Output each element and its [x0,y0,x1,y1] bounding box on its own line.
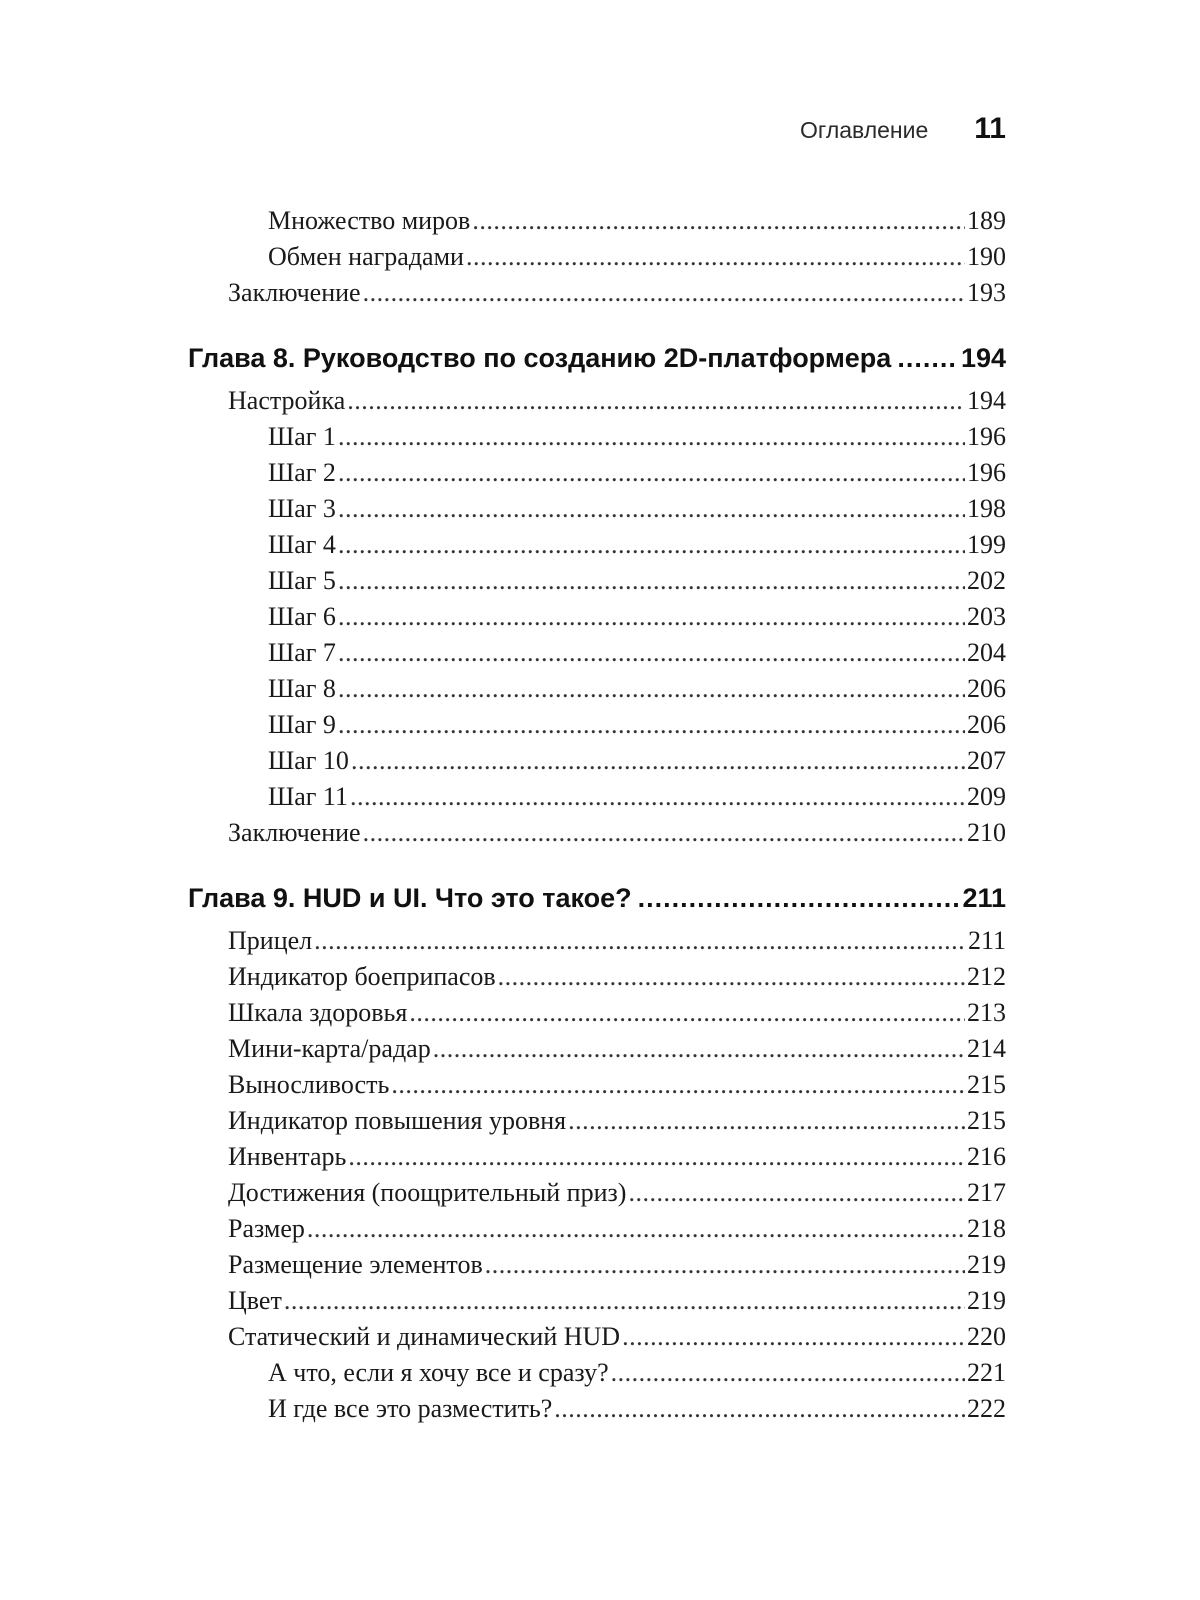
toc-entry[interactable] [188,815,1006,851]
dot-leader [485,1247,965,1283]
toc-entry-title: Шаг 7 [268,638,336,667]
toc-entry-page: 207 [967,746,1006,775]
toc-entry-page: 189 [967,206,1006,235]
dot-leader [338,599,965,635]
dot-leader [338,455,965,491]
dot-leader [433,1031,965,1067]
toc-entry-page: 196 [967,422,1006,451]
toc-entry-title: Индикатор боеприпасов [228,962,496,991]
toc-entry[interactable] [188,383,1006,419]
dot-leader [338,671,965,707]
toc-entry-title: Индикатор повышения уровня [228,1106,567,1135]
dot-leader [409,995,965,1031]
toc-entry[interactable] [188,1031,1006,1067]
toc-entry-page: 219 [967,1286,1006,1315]
toc-entry-page: 206 [967,710,1006,739]
toc-entry-page: 221 [967,1358,1006,1387]
toc-entry-title: Обмен наградами [268,242,464,271]
toc-entry-title: Шаг 5 [268,566,336,595]
toc-entry[interactable] [188,527,1006,563]
toc-entry-title: Статический и динамический HUD [228,1322,621,1351]
toc-entry-page: 190 [967,242,1006,271]
toc-entry[interactable] [188,275,1006,311]
dot-leader [338,707,965,743]
toc-entry[interactable] [188,1139,1006,1175]
toc-entry-title: Шаг 1 [268,422,336,451]
toc-entry[interactable] [188,563,1006,599]
toc-entry-page: 219 [967,1250,1006,1279]
toc-entry-page: 198 [967,494,1006,523]
dot-leader [284,1283,965,1319]
toc-entry-title: Шаг 2 [268,458,336,487]
toc-entry-title: Настройка [228,386,346,415]
toc-entry[interactable] [188,707,1006,743]
dot-leader [622,1319,965,1355]
toc-entry-page: 202 [967,566,1006,595]
toc-entry-title: Шкала здоровья [228,998,408,1027]
dot-leader [628,1175,965,1211]
dot-leader [363,815,965,851]
toc-entry-title: А что, если я хочу все и сразу? [268,1358,609,1387]
toc-entry[interactable] [188,995,1006,1031]
toc-entry[interactable] [188,1175,1006,1211]
dot-leader [351,743,965,779]
toc-entry[interactable] [188,1391,1006,1427]
toc-entry[interactable] [188,1103,1006,1139]
toc-entry[interactable] [188,743,1006,779]
toc-entry[interactable] [188,1211,1006,1247]
toc-entry-page: 199 [967,530,1006,559]
toc-entry[interactable] [188,599,1006,635]
toc-entry[interactable] [188,959,1006,995]
toc-entry-title: Размер [228,1214,305,1243]
toc-entry-page: 206 [967,674,1006,703]
chapter-page: 194 [960,343,1006,373]
toc-entry-title: Шаг 9 [268,710,336,739]
dot-leader [347,383,965,419]
dot-leader [338,527,965,563]
dot-leader [350,779,965,815]
dot-leader [338,563,965,599]
toc-entry[interactable] [188,1067,1006,1103]
toc-entry[interactable] [188,203,1006,239]
toc-entry[interactable] [188,1319,1006,1355]
chapter-page: 211 [962,883,1006,913]
toc-entry-page: 222 [967,1394,1006,1423]
dot-leader [391,1067,965,1103]
dot-leader [338,635,965,671]
toc-entry-title: Шаг 6 [268,602,336,631]
chapter-8-group [188,337,1006,851]
toc-entry-title: Прицел [228,926,313,955]
toc-entry-page: 220 [967,1322,1006,1351]
toc-entry-title: Цвет [228,1286,282,1315]
toc-entry[interactable] [188,419,1006,455]
toc-entry-page: 204 [967,638,1006,667]
dot-leader [568,1103,965,1139]
toc-entry-page: 209 [967,782,1006,811]
toc-entry-page: 216 [967,1142,1006,1171]
toc-entry-page: 210 [967,818,1006,847]
dot-leader [363,275,965,311]
page-number: 11 [974,112,1006,145]
toc-continued-group [188,203,1006,311]
toc-entry[interactable] [188,491,1006,527]
toc-entry[interactable] [188,455,1006,491]
toc-entry-title: Размещение элементов [228,1250,483,1279]
chapter-title: Глава 9. HUD и UI. Что это такое? [188,883,632,913]
dot-leader [338,491,965,527]
dot-leader [466,239,965,275]
toc-entry-page: 211 [967,926,1006,955]
toc-entry-title: Заключение [228,818,361,847]
dot-leader [554,1391,965,1427]
toc-entry[interactable] [188,1283,1006,1319]
chapter-heading-9[interactable] [188,877,1006,919]
toc-entry-page: 203 [967,602,1006,631]
dot-leader [338,419,965,455]
toc-entry-page: 213 [967,998,1006,1027]
toc-entry-title: Шаг 10 [268,746,349,775]
toc-entry-title: Множество миров [268,206,471,235]
chapter-title: Глава 8. Руководство по созданию 2D-платформера [188,343,892,373]
toc-entry-page: 214 [967,1034,1006,1063]
toc-entry[interactable] [188,1247,1006,1283]
toc-entry[interactable] [188,923,1006,959]
dot-leader [472,203,965,239]
toc-entry-page: 194 [967,386,1006,415]
dot-leader [611,1355,965,1391]
toc-entry-page: 196 [967,458,1006,487]
toc-entry[interactable] [188,671,1006,707]
toc-entry[interactable] [188,635,1006,671]
toc-entry-page: 212 [967,962,1006,991]
dot-leader [307,1211,965,1247]
table-of-contents [188,203,1006,1427]
toc-entry[interactable] [188,779,1006,815]
toc-entry-page: 215 [967,1106,1006,1135]
dot-leader [897,337,957,379]
running-title: Оглавление [800,117,929,143]
chapter-9-group [188,877,1006,1427]
toc-entry-title: Шаг 3 [268,494,336,523]
toc-entry-title: Заключение [228,278,361,307]
toc-entry-title: И где все это разместить? [268,1394,553,1423]
running-head [188,112,1006,162]
toc-entry-title: Инвентарь [228,1142,347,1171]
toc-entry-page: 193 [967,278,1006,307]
toc-entry[interactable] [188,239,1006,275]
toc-entry-title: Достижения (поощрительный приз) [228,1178,627,1207]
toc-entry-page: 217 [967,1178,1006,1207]
toc-entry-title: Шаг 11 [268,782,348,811]
toc-entry[interactable] [188,1355,1006,1391]
dot-leader [638,877,959,919]
dot-leader [314,923,966,959]
dot-leader [348,1139,965,1175]
toc-entry-page: 215 [967,1070,1006,1099]
toc-entry-title: Выносливость [228,1070,390,1099]
toc-entry-title: Шаг 4 [268,530,336,559]
toc-entry-page: 218 [967,1214,1006,1243]
chapter-heading-8[interactable] [188,337,1006,379]
toc-entry-title: Мини-карта/радар [228,1034,431,1063]
dot-leader [498,959,965,995]
toc-entry-title: Шаг 8 [268,674,336,703]
